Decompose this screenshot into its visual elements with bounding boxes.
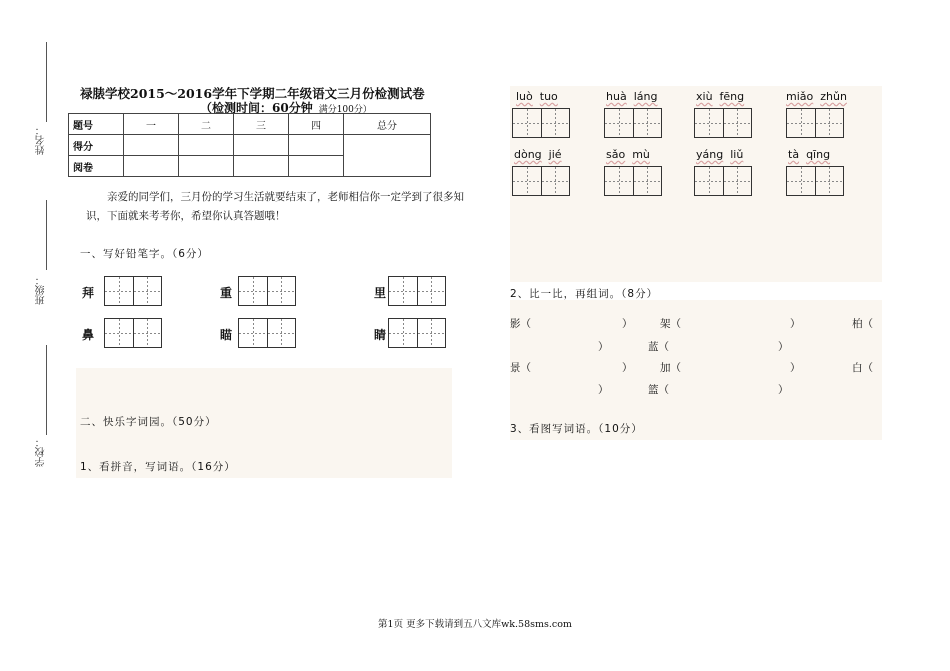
score-cell[interactable] — [179, 156, 234, 177]
pinyin-syllable: sǎo — [606, 148, 626, 161]
pinyin-label — [696, 148, 743, 161]
class-label: 班级： — [36, 275, 47, 305]
pinyin-syllable: zhǔn — [820, 90, 847, 103]
table-row-label: 阅卷 — [69, 156, 124, 177]
pinyin-syllable: tuo — [539, 90, 558, 103]
score-cell[interactable] — [289, 135, 344, 156]
pinyin-label — [786, 90, 847, 103]
pinyin-syllable: dòng — [514, 148, 542, 161]
compare-item: ） — [778, 341, 789, 353]
score-cell[interactable] — [234, 156, 289, 177]
grid-cell[interactable] — [815, 167, 843, 195]
writing-grid[interactable] — [104, 276, 162, 306]
score-cell[interactable] — [289, 156, 344, 177]
score-cell[interactable] — [124, 135, 179, 156]
binding-line — [46, 42, 47, 122]
writing-grid[interactable] — [388, 276, 446, 306]
pinyin-label — [606, 90, 657, 103]
grid-cell[interactable] — [541, 167, 569, 195]
table-header: 四 — [289, 114, 344, 135]
exam-time-text: （检测时间：60分钟 — [200, 101, 313, 115]
writing-grid[interactable] — [604, 108, 662, 138]
part3-heading: 3、看图写词语。（10分） — [510, 423, 643, 435]
grid-cell[interactable] — [605, 167, 633, 195]
grid-cell[interactable] — [239, 319, 267, 347]
table-header: 二 — [179, 114, 234, 135]
grid-cell[interactable] — [267, 319, 295, 347]
pinyin-syllable: huà — [606, 90, 627, 103]
char-label: 拜 — [82, 286, 95, 300]
compare-item: ） — [598, 341, 609, 353]
compare-item: ） — [622, 362, 633, 374]
name-label: 姓名： — [36, 125, 47, 155]
pinyin-label — [514, 148, 562, 161]
part1-heading: 1、看拼音，写词语。（16分） — [80, 461, 236, 473]
char-label: 里 — [374, 286, 387, 300]
compare-item: ） — [790, 318, 801, 330]
pinyin-syllable: mù — [632, 148, 650, 161]
grid-cell[interactable] — [417, 277, 445, 305]
grid-cell[interactable] — [105, 277, 133, 305]
writing-grid[interactable] — [604, 166, 662, 196]
pinyin-syllable: tà — [788, 148, 800, 161]
pinyin-label — [788, 148, 830, 161]
grid-cell[interactable] — [605, 109, 633, 137]
compare-item: 加（ — [660, 362, 681, 374]
writing-grid[interactable] — [512, 108, 570, 138]
compare-item: 影（ — [510, 318, 531, 330]
compare-item: 景（ — [510, 362, 531, 374]
writing-grid[interactable] — [238, 318, 296, 348]
char-label: 睛 — [374, 328, 387, 342]
grid-cell[interactable] — [133, 277, 161, 305]
grid-cell[interactable] — [239, 277, 267, 305]
char-label: 鼻 — [82, 328, 95, 342]
pinyin-label — [516, 90, 558, 103]
writing-grid[interactable] — [694, 166, 752, 196]
compare-item: ） — [778, 384, 789, 396]
compare-item: ） — [622, 318, 633, 330]
pinyin-syllable: luò — [516, 90, 533, 103]
binding-line — [46, 200, 47, 270]
page-title: 禄脿学校2015～2016学年下学期二年级语文三月份检测试卷 — [80, 86, 425, 101]
pinyin-label — [606, 148, 650, 161]
score-table — [68, 113, 431, 177]
table-header: 三 — [234, 114, 289, 135]
grid-cell[interactable] — [389, 277, 417, 305]
section1-heading: 一、写好铅笔字。（6分） — [80, 248, 209, 260]
grid-cell[interactable] — [723, 109, 751, 137]
writing-grid[interactable] — [512, 166, 570, 196]
grid-cell[interactable] — [787, 167, 815, 195]
writing-grid[interactable] — [388, 318, 446, 348]
grid-cell[interactable] — [633, 109, 661, 137]
table-header: 总分 — [344, 114, 431, 135]
pinyin-syllable: láng — [633, 90, 658, 103]
grid-cell[interactable] — [133, 319, 161, 347]
grid-cell[interactable] — [417, 319, 445, 347]
char-label: 瞄 — [220, 328, 233, 342]
score-cell[interactable] — [179, 135, 234, 156]
grid-cell[interactable] — [389, 319, 417, 347]
full-score: 满分100分） — [318, 105, 372, 115]
grid-cell[interactable] — [633, 167, 661, 195]
pinyin-syllable: qīng — [806, 148, 831, 161]
table-header: 一 — [124, 114, 179, 135]
grid-cell[interactable] — [815, 109, 843, 137]
writing-grid[interactable] — [104, 318, 162, 348]
writing-grid[interactable] — [786, 108, 844, 138]
grid-cell[interactable] — [787, 109, 815, 137]
grid-cell[interactable] — [695, 109, 723, 137]
compare-item: ） — [790, 362, 801, 374]
pinyin-syllable: fēng — [719, 90, 745, 103]
writing-grid[interactable] — [694, 108, 752, 138]
grid-cell[interactable] — [695, 167, 723, 195]
right-shade-bottom — [510, 300, 882, 440]
writing-grid[interactable] — [238, 276, 296, 306]
score-cell[interactable] — [124, 156, 179, 177]
compare-item: 白（ — [852, 362, 873, 374]
table-row-label: 得分 — [69, 135, 124, 156]
grid-cell[interactable] — [723, 167, 751, 195]
compare-item: 蓝（ — [648, 341, 669, 353]
intro-text: 亲爱的同学们，三月份的学习生活就要结束了，老师相信你一定学到了很多知识，下面就来考考你，希望你认真答题哦！ — [86, 191, 464, 222]
part2-heading: 2、比一比，再组词。（8分） — [510, 288, 659, 300]
grid-cell[interactable] — [541, 109, 569, 137]
pinyin-syllable: jié — [548, 148, 562, 161]
compare-item: 架（ — [660, 318, 681, 330]
writing-grid[interactable] — [786, 166, 844, 196]
score-cell[interactable] — [234, 135, 289, 156]
binding-line — [46, 345, 47, 435]
grid-cell[interactable] — [105, 319, 133, 347]
section2-heading: 二、快乐字词园。（50分） — [80, 416, 217, 428]
char-label: 重 — [220, 286, 233, 300]
pinyin-syllable: yáng — [696, 148, 724, 161]
compare-item: 篮（ — [648, 384, 669, 396]
grid-cell[interactable] — [513, 167, 541, 195]
table-header: 题号 — [69, 114, 124, 135]
pinyin-syllable: miǎo — [786, 90, 814, 103]
pinyin-label — [696, 90, 744, 103]
grid-cell[interactable] — [513, 109, 541, 137]
school-label: 学校： — [36, 437, 47, 467]
compare-item: ） — [598, 384, 609, 396]
page-footer: 第1页 更多下载请到五八文库wk.58sms.com — [378, 619, 572, 630]
compare-item: 柏（ — [852, 318, 873, 330]
total-score-cell[interactable] — [344, 135, 431, 177]
grid-cell[interactable] — [267, 277, 295, 305]
pinyin-syllable: liǔ — [730, 148, 744, 161]
pinyin-syllable: xiù — [696, 90, 713, 103]
